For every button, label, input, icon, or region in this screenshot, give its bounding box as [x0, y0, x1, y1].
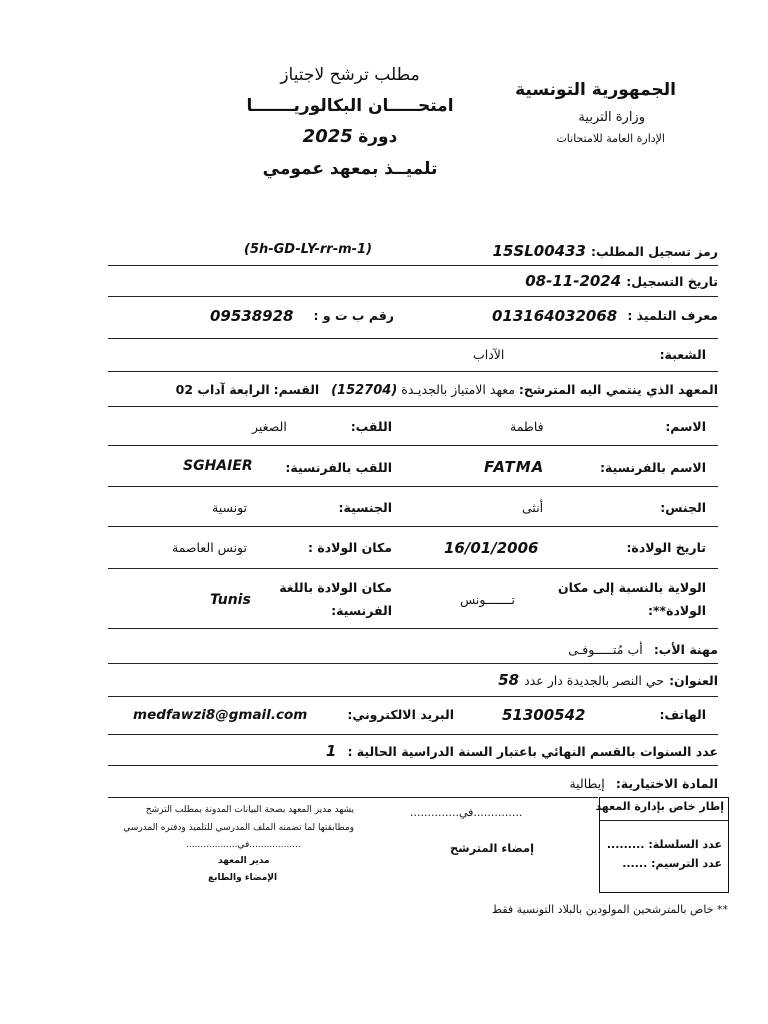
director-place-date: ..................في..................	[186, 840, 301, 850]
school-code: (152704)	[331, 383, 398, 398]
birth-place-value: تونس العاصمة	[172, 540, 247, 555]
director-statement-1: يشهد مدير المعهد بصحة البيانات المدونة بمطلب الترشح	[145, 805, 354, 815]
form-title-3	[250, 126, 450, 147]
divider	[108, 526, 718, 527]
divider	[108, 663, 718, 664]
form-title-1: مطلب ترشح لاجتياز	[280, 65, 420, 85]
father-job-value: أب مُتـــــوفـى	[568, 642, 643, 657]
series-number-label: عدد السلسلة: .........	[606, 838, 722, 851]
director-statement-2: ومطابقتها لما تضمنه الملف المدرسي للتلميذ ودفتره المدرسي	[123, 823, 354, 833]
reg-code-value: 15SL00433	[492, 242, 586, 260]
birth-place-fr-value: Tunis	[210, 592, 251, 608]
ministry-name: وزارة التربية	[578, 110, 645, 125]
father-job-label: مهنة الأب:	[653, 642, 718, 657]
reg-date-row	[525, 271, 718, 290]
birth-place-label: مكان الولادة :	[308, 540, 392, 555]
session-label: دورة	[358, 127, 398, 147]
optional-value: إيطالية	[569, 776, 605, 791]
footnote: ** خاص بالمترشحين المولودين بالبلاد التونسية فقط	[491, 903, 728, 916]
birth-date-value: 16/01/2006	[444, 539, 539, 557]
first-name-fr-value: FATMA	[484, 458, 545, 476]
school-label: المعهد الذي ينتمي اليه المترشح:	[518, 382, 718, 397]
divider	[108, 734, 718, 735]
divider	[108, 371, 718, 372]
optional-row	[569, 773, 718, 792]
birth-gov-label-2: الولادة**:	[648, 603, 706, 618]
last-name-fr-label: اللقب بالفرنسية:	[285, 460, 392, 475]
first-name-fr-label: الاسم بالفرنسية:	[600, 460, 706, 475]
last-name-fr-value: SGHAIER	[183, 458, 253, 474]
divider	[108, 296, 718, 297]
reg-code-label: رمز تسجيل المطلب:	[591, 244, 718, 259]
director-title: مدير المعهد	[218, 856, 270, 866]
session-year: 2025	[302, 126, 353, 147]
first-name-value: فاطمة	[510, 419, 544, 434]
birth-place-fr-label-1: مكان الولادة باللغة	[279, 580, 392, 595]
section-value: الرابعة آداب 02	[175, 382, 270, 397]
divider	[108, 568, 718, 569]
years-label: عدد السنوات بالقسم النهائي باعتبار السنة الدراسية الحالية :	[347, 744, 718, 759]
nid-label: رقم ب ت و :	[313, 308, 394, 323]
document-reference: (5h-GD-LY-rr-m-1)	[244, 242, 373, 257]
address-label: العنوان:	[669, 673, 718, 688]
birth-gov-value: تـــــــونس	[460, 592, 515, 607]
gender-label: الجنس:	[660, 500, 706, 515]
admin-box-title: إطار خاص بإدارة المعهد	[595, 800, 724, 813]
gender-value: أنثى	[522, 500, 544, 515]
years-row	[326, 741, 718, 760]
birth-place-fr-label-2: الفرنسية:	[331, 603, 392, 618]
divider	[108, 628, 718, 629]
candidate-signature-label: إمضاء المترشح	[450, 841, 535, 855]
divider	[108, 797, 598, 798]
reg-date-value: 2024-11-08	[525, 272, 622, 290]
reg-code-row	[493, 241, 718, 260]
divider	[108, 265, 718, 266]
branch-value: الآداب	[473, 347, 505, 362]
address-value: حي النصر بالجديدة دار عدد	[524, 673, 664, 688]
admin-box-divider	[600, 820, 728, 821]
divider	[108, 696, 718, 697]
first-name-label: الاسم:	[665, 419, 706, 434]
nid-value: 09538928	[210, 307, 294, 325]
optional-label: المادة الاختيارية:	[615, 776, 718, 791]
reg-date-label: تاريخ التسجيل:	[626, 274, 718, 289]
email-value: medfawzi8@gmail.com	[133, 707, 308, 723]
school-row	[176, 382, 718, 398]
father-job-row	[568, 639, 718, 658]
nationality-label: الجنسية:	[338, 500, 392, 515]
divider	[108, 765, 718, 766]
candidate-place-date: ..............في..............	[410, 806, 523, 819]
birth-gov-label-1: الولاية بالنسبة إلى مكان	[557, 580, 706, 595]
years-value: 1	[325, 742, 337, 760]
director-signature-label: الإمضاء والطابع	[208, 873, 278, 883]
nationality-value: تونسية	[212, 500, 248, 515]
form-title-4: تلميــذ بمعهد عمومي	[262, 159, 438, 179]
birth-date-label: تاريخ الولادة:	[626, 540, 706, 555]
last-name-value: الصغير	[252, 419, 287, 434]
address-row	[498, 670, 718, 689]
student-id-value: 013164032068	[492, 307, 618, 325]
school-value: معهد الامتياز بالجديـدة	[401, 382, 515, 397]
divider	[108, 406, 718, 407]
republic-title: الجمهورية التونسية	[515, 80, 676, 100]
address-number: 58	[498, 671, 520, 689]
last-name-label: اللقب:	[350, 419, 392, 434]
divider	[108, 486, 718, 487]
branch-label: الشعبة:	[659, 347, 706, 362]
divider	[108, 338, 718, 339]
email-label: البريد الالكتروني:	[347, 707, 454, 722]
student-id-label: معرف التلميذ :	[627, 308, 718, 323]
section-label: القسم:	[273, 382, 320, 397]
form-title-2: امتحـــــان البكالوريـــــــا	[246, 96, 454, 116]
registration-number-label: عدد الترسيم: ......	[622, 857, 722, 870]
directorate-name: الإدارة العامة للامتحانات	[556, 132, 665, 145]
phone-value: 51300542	[502, 706, 586, 724]
phone-label: الهاتف:	[659, 707, 706, 722]
divider	[108, 445, 718, 446]
